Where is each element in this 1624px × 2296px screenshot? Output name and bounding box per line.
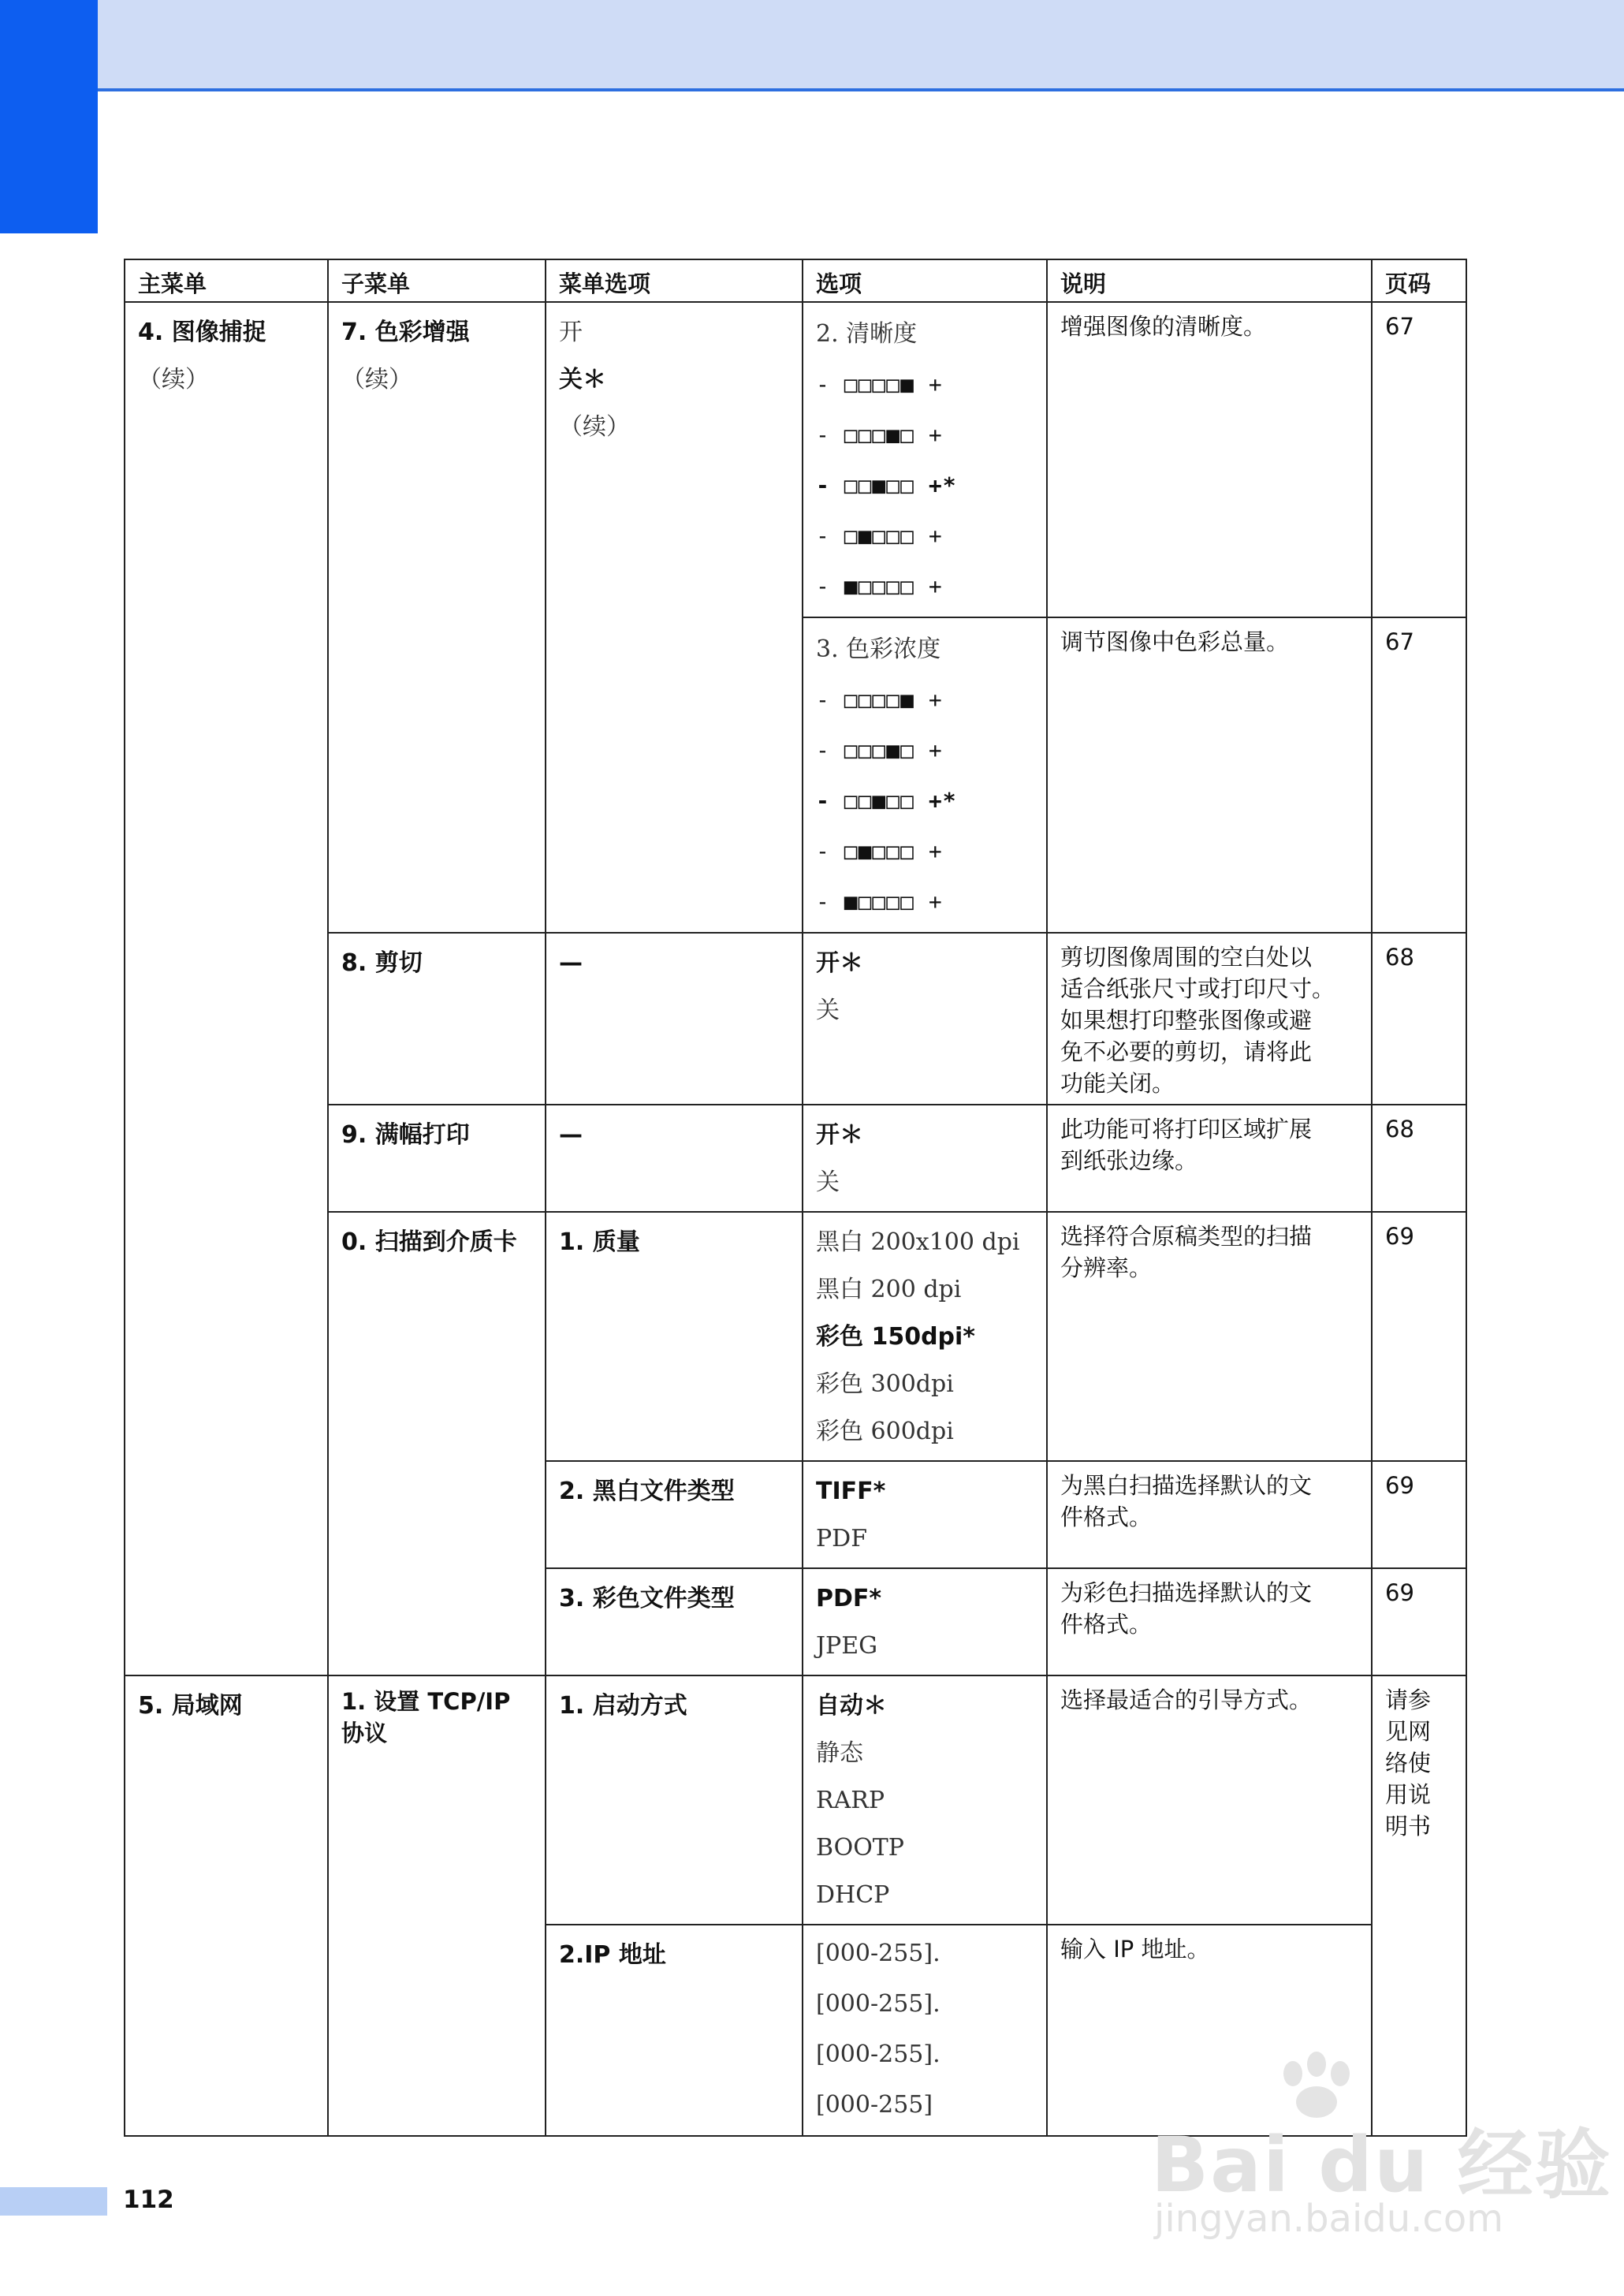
col-header-description: 说明 xyxy=(1047,259,1372,302)
options-sharpness: 2. 清晰度 - □□□□■ + - □□□■□ + - □□■□□ +* - □■□□□ + - ■□□□□ + xyxy=(803,302,1047,617)
description-boot-method: 选择最适合的引导方式。 xyxy=(1047,1675,1372,1925)
col-header-menu-option: 菜单选项 xyxy=(546,259,803,302)
col-header-page: 页码 xyxy=(1372,259,1466,302)
level-option: - ■□□□□ + xyxy=(816,573,943,599)
submenu-borderless: 9. 满幅打印 xyxy=(328,1105,546,1212)
submenu-scan-to-card: 0. 扫描到介质卡 xyxy=(328,1212,546,1675)
page-color-file-type: 69 xyxy=(1372,1568,1466,1675)
col-header-options: 选项 xyxy=(803,259,1047,302)
page-borderless: 68 xyxy=(1372,1105,1466,1212)
description-bw-file-type: 为黑白扫描选择默认的文 件格式。 xyxy=(1047,1461,1372,1568)
description-quality: 选择符合原稿类型的扫描 分辨率。 xyxy=(1047,1212,1372,1461)
page-quality: 69 xyxy=(1372,1212,1466,1461)
menu-table xyxy=(124,259,1467,2137)
menu-option-bw-file-type: 2. 黑白文件类型 xyxy=(546,1461,803,1568)
options-color-file-type: PDF* JPEG xyxy=(803,1568,1047,1675)
watermark-url: jingyan.baidu.com xyxy=(1154,2197,1503,2241)
options-bw-file-type: TIFF* PDF xyxy=(803,1461,1047,1568)
options-ip-address: [000-255]. [000-255]. [000-255]. [000-255] xyxy=(803,1925,1047,2136)
main-menu-lan: 5. 局域网 xyxy=(125,1675,328,2136)
top-header-band xyxy=(0,0,1624,91)
options-boot-method: 自动＊ 静态 RARP BOOTP DHCP xyxy=(803,1675,1047,1925)
level-option-default: - □□■□□ +* xyxy=(816,472,957,498)
level-option: - □□□■□ + xyxy=(816,422,943,448)
menu-option-crop: — xyxy=(546,933,803,1105)
options-borderless: 开＊ 关 xyxy=(803,1105,1047,1212)
page-number: 112 xyxy=(123,2186,174,2214)
description-sharpness: 增强图像的清晰度。 xyxy=(1047,302,1372,617)
submenu-color-enhance: 7. 色彩增强 （续） xyxy=(328,302,546,933)
menu-option-borderless: — xyxy=(546,1105,803,1212)
level-option: - □■□□□ + xyxy=(816,838,943,864)
page-crop: 68 xyxy=(1372,933,1466,1105)
menu-option-boot-method: 1. 启动方式 xyxy=(546,1675,803,1925)
level-option-default: - □□■□□ +* xyxy=(816,788,957,814)
level-option: - □■□□□ + xyxy=(816,523,943,549)
description-borderless: 此功能可将打印区域扩展 到纸张边缘。 xyxy=(1047,1105,1372,1212)
menu-option-color-file-type: 3. 彩色文件类型 xyxy=(546,1568,803,1675)
table-row xyxy=(125,302,1466,617)
description-color-density: 调节图像中色彩总量。 xyxy=(1047,617,1372,933)
level-option: - □□□□■ + xyxy=(816,371,943,397)
options-quality: 黑白 200x100 dpi 黑白 200 dpi 彩色 150dpi* 彩色 300dpi 彩色 600dpi xyxy=(803,1212,1047,1461)
description-crop: 剪切图像周围的空白处以 适合纸张尺寸或打印尺寸。 如果想打印整张图像或避 免不必要的剪切，请将此 功能关闭。 xyxy=(1047,933,1372,1105)
level-option: - □□□□■ + xyxy=(816,687,943,713)
options-color-density: 3. 色彩浓度 - □□□□■ + - □□□■□ + - □□■□□ +* - □■□□□ + - ■□□□□ + xyxy=(803,617,1047,933)
level-option: - □□□■□ + xyxy=(816,737,943,763)
table-row xyxy=(125,1675,1466,1925)
level-option: - ■□□□□ + xyxy=(816,889,943,915)
submenu-tcpip: 1. 设置 TCP/IP 协议 xyxy=(328,1675,546,2136)
page-sharpness: 67 xyxy=(1372,302,1466,617)
description-color-file-type: 为彩色扫描选择默认的文 件格式。 xyxy=(1047,1568,1372,1675)
page-color-density: 67 xyxy=(1372,617,1466,933)
baidu-watermark xyxy=(1151,2050,1612,2241)
menu-option-color-enhance: 开 关＊ （续） xyxy=(546,302,803,933)
watermark-brand: Bai du 经验 xyxy=(1151,2121,1612,2209)
menu-option-ip-address: 2.IP 地址 xyxy=(546,1925,803,2136)
description-ip-address: 输入 IP 地址。 xyxy=(1047,1925,1372,2136)
table-header-row xyxy=(125,259,1466,302)
menu-option-quality: 1. 质量 xyxy=(546,1212,803,1461)
page-network-guide: 请参 见网 络使 用说 明书 xyxy=(1372,1675,1466,2136)
main-menu-image-capture: 4. 图像捕捉 （续） xyxy=(125,302,328,1675)
chapter-tab xyxy=(0,0,98,233)
page-bw-file-type: 69 xyxy=(1372,1461,1466,1568)
col-header-sub: 子菜单 xyxy=(328,259,546,302)
col-header-main: 主菜单 xyxy=(125,259,328,302)
options-crop: 开＊ 关 xyxy=(803,933,1047,1105)
submenu-crop: 8. 剪切 xyxy=(328,933,546,1105)
page-number-bar xyxy=(0,2187,107,2216)
